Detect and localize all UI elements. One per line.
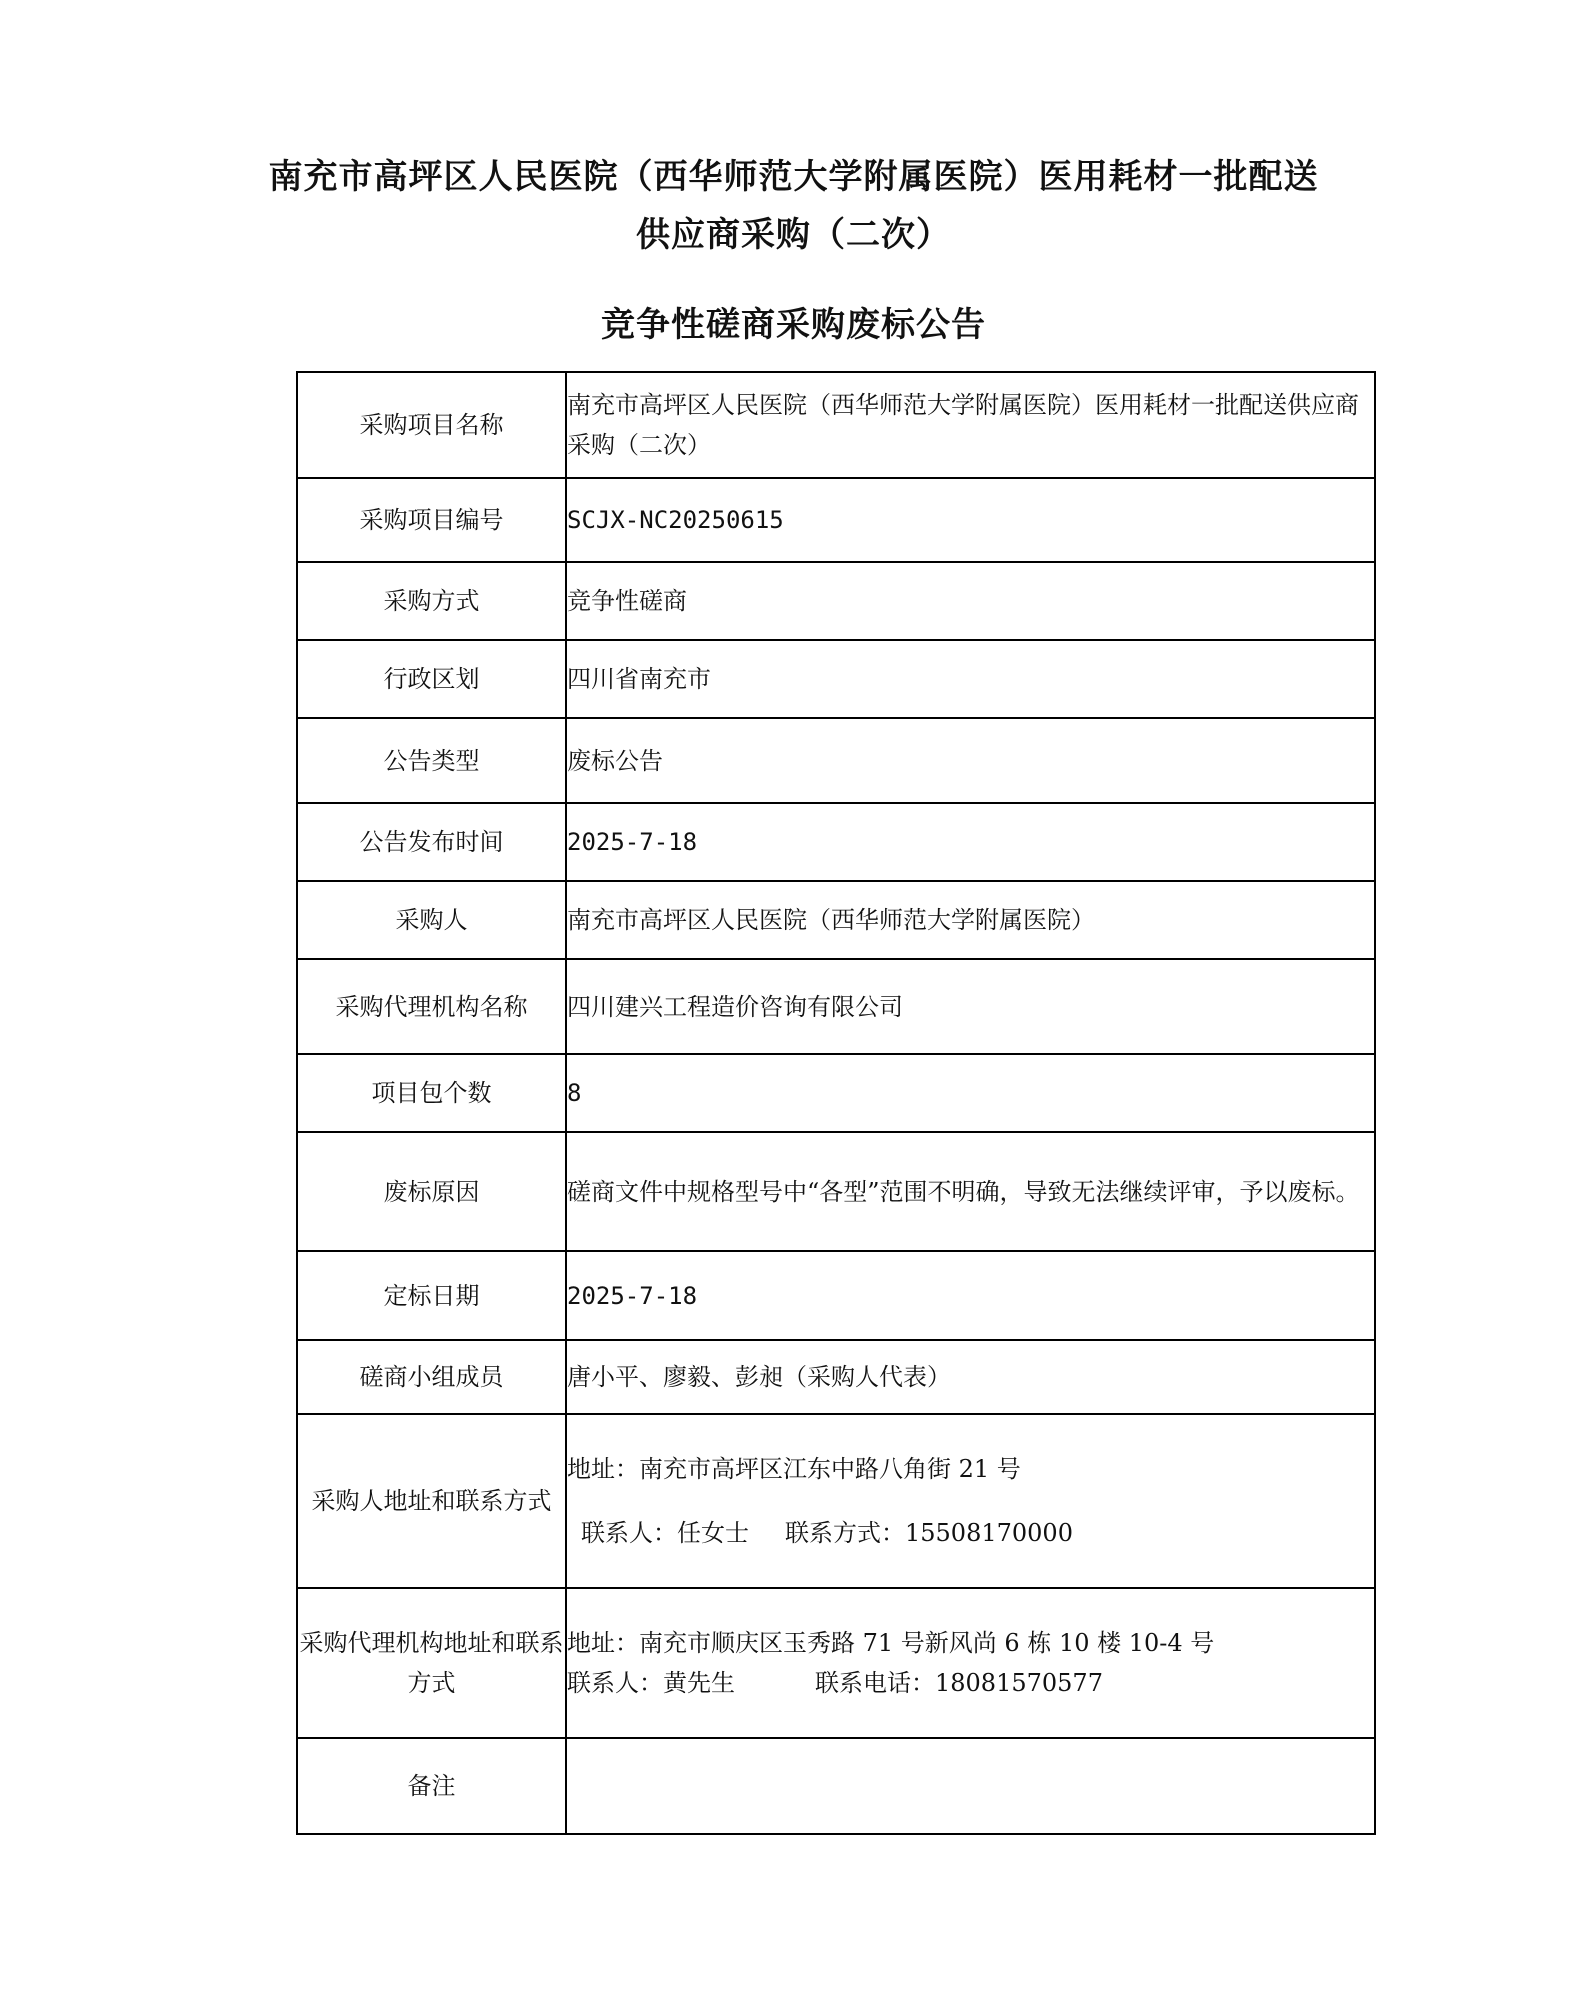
value-publish-date: 2025-7-18 [566, 803, 1375, 881]
row-region [297, 640, 1375, 718]
value-purchaser: 南充市高坪区人民医院（西华师范大学附属医院） [566, 881, 1375, 959]
row-agency-contact [297, 1588, 1375, 1738]
label-agency-contact: 采购代理机构地址和联系方式 [297, 1588, 566, 1738]
value-region: 四川省南充市 [566, 640, 1375, 718]
value-panel: 唐小平、廖毅、彭昶（采购人代表） [566, 1340, 1375, 1414]
agency-contact-phone: 联系电话：18081570577 [815, 1669, 1103, 1697]
value-package-count: 8 [566, 1054, 1375, 1132]
row-remarks [297, 1738, 1375, 1834]
row-method [297, 562, 1375, 640]
label-project-number: 采购项目编号 [297, 478, 566, 562]
label-agency: 采购代理机构名称 [297, 959, 566, 1054]
document-subtitle: 竞争性磋商采购废标公告 [601, 305, 986, 345]
label-reason: 废标原因 [297, 1132, 566, 1251]
row-project-number [297, 478, 1375, 562]
purchaser-contact-line [567, 1513, 1374, 1553]
row-publish-date [297, 803, 1375, 881]
value-notice-type: 废标公告 [566, 718, 1375, 803]
row-notice-type [297, 718, 1375, 803]
label-purchaser-contact: 采购人地址和联系方式 [297, 1414, 566, 1588]
value-agency: 四川建兴工程造价咨询有限公司 [566, 959, 1375, 1054]
row-panel [297, 1340, 1375, 1414]
label-panel: 磋商小组成员 [297, 1340, 566, 1414]
purchaser-contact-phone: 联系方式：15508170000 [785, 1519, 1073, 1547]
label-publish-date: 公告发布时间 [297, 803, 566, 881]
value-remarks [566, 1738, 1375, 1834]
row-package-count [297, 1054, 1375, 1132]
row-purchaser [297, 881, 1375, 959]
row-reason [297, 1132, 1375, 1251]
label-decision-date: 定标日期 [297, 1251, 566, 1340]
row-agency [297, 959, 1375, 1054]
purchaser-address: 地址：南充市高坪区江东中路八角街 21 号 [567, 1455, 1021, 1483]
label-notice-type: 公告类型 [297, 718, 566, 803]
value-reason: 磋商文件中规格型号中“各型”范围不明确，导致无法继续评审，予以废标。 [566, 1132, 1375, 1251]
title-line-1: 南充市高坪区人民医院（西华师范大学附属医院）医用耗材一批配送 [268, 157, 1319, 197]
label-package-count: 项目包个数 [297, 1054, 566, 1132]
title-line-2: 供应商采购（二次） [636, 215, 951, 255]
value-decision-date: 2025-7-18 [566, 1251, 1375, 1340]
value-project-name: 南充市高坪区人民医院（西华师范大学附属医院）医用耗材一批配送供应商采购（二次） [566, 372, 1375, 478]
label-region: 行政区划 [297, 640, 566, 718]
agency-contact-line [567, 1663, 1374, 1703]
notice-table [296, 371, 1376, 1835]
agency-contact-person: 联系人：黄先生 [567, 1669, 735, 1697]
row-decision-date [297, 1251, 1375, 1340]
label-purchaser: 采购人 [297, 881, 566, 959]
value-agency-contact [566, 1588, 1375, 1738]
row-purchaser-contact [297, 1414, 1375, 1588]
label-project-name: 采购项目名称 [297, 372, 566, 478]
document-title [180, 148, 1407, 264]
value-method: 竞争性磋商 [566, 562, 1375, 640]
value-purchaser-contact [566, 1414, 1375, 1588]
label-method: 采购方式 [297, 562, 566, 640]
agency-address: 地址：南充市顺庆区玉秀路 71 号新风尚 6 栋 10 楼 10-4 号 [567, 1629, 1215, 1657]
purchaser-contact-person: 联系人：任女士 [581, 1519, 749, 1547]
row-project-name [297, 372, 1375, 478]
label-remarks: 备注 [297, 1738, 566, 1834]
value-project-number: SCJX-NC20250615 [566, 478, 1375, 562]
